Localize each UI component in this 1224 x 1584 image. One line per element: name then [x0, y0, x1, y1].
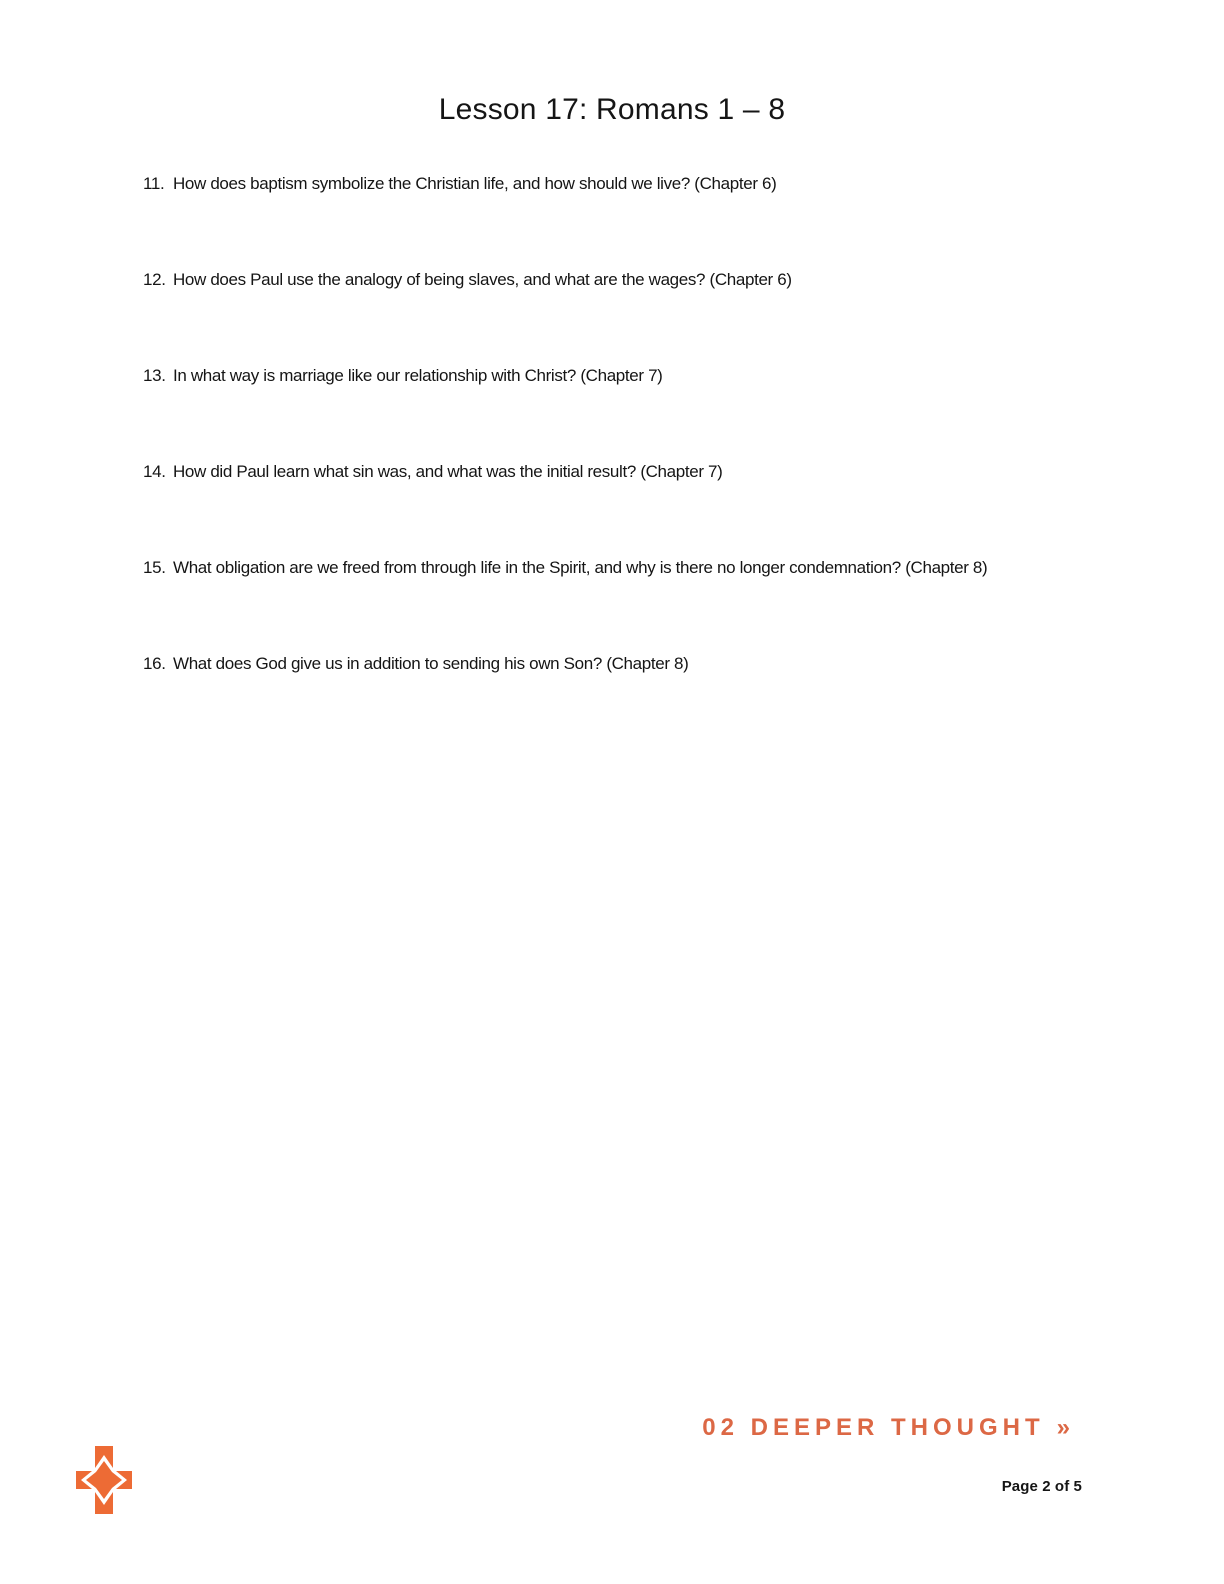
question-number: 15.	[143, 558, 166, 577]
question-text: How does baptism symbolize the Christian life, and how should we live? (Chapter 6)	[173, 174, 777, 193]
page-title: Lesson 17: Romans 1 – 8	[438, 93, 786, 126]
question-text: What obligation are we freed from through life in the Spirit, and why is there no longer condemnation? (Chapter 8)	[173, 558, 988, 577]
question-list	[143, 172, 1164, 748]
question-item	[143, 460, 1164, 484]
question-number: 13.	[143, 366, 166, 385]
double-chevron-icon: »	[1056, 1414, 1070, 1441]
question-text: How does Paul use the analogy of being slaves, and what are the wages? (Chapter 6)	[173, 270, 792, 289]
section-footer	[702, 1414, 1070, 1442]
question-item	[143, 268, 1164, 292]
question-text: In what way is marriage like our relationship with Christ? (Chapter 7)	[173, 366, 663, 385]
question-item	[143, 556, 1164, 580]
question-item	[143, 364, 1164, 388]
question-number: 11.	[143, 174, 165, 193]
question-text: How did Paul learn what sin was, and what was the initial result? (Chapter 7)	[173, 462, 723, 481]
question-item	[143, 172, 1164, 196]
cross-arrows-logo	[76, 1446, 132, 1514]
question-text: What does God give us in addition to sending his own Son? (Chapter 8)	[173, 654, 689, 673]
page-indicator: Page 2 of 5	[1001, 1478, 1082, 1495]
question-item	[143, 652, 1164, 676]
section-label: 02 DEEPER THOUGHT	[702, 1414, 1045, 1441]
question-number: 14.	[143, 462, 166, 481]
question-number: 16.	[143, 654, 166, 673]
question-number: 12.	[143, 270, 166, 289]
